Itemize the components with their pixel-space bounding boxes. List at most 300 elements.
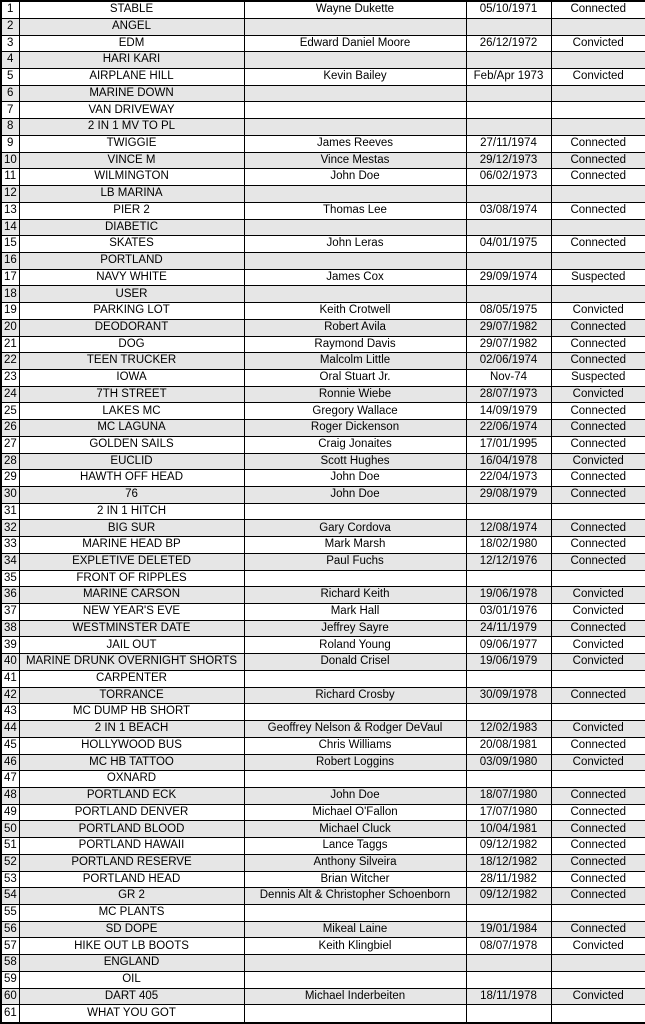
date-cell[interactable] bbox=[466, 119, 551, 136]
row-number-cell[interactable]: 33 bbox=[1, 537, 19, 554]
person-name-cell[interactable]: Michael O'Fallon bbox=[244, 804, 466, 821]
date-cell[interactable]: 08/05/1975 bbox=[466, 303, 551, 320]
date-cell[interactable]: 22/04/1973 bbox=[466, 470, 551, 487]
date-cell[interactable]: 20/08/1981 bbox=[466, 737, 551, 754]
person-name-cell[interactable]: James Reeves bbox=[244, 135, 466, 152]
person-name-cell[interactable]: Geoffrey Nelson & Rodger DeVaul bbox=[244, 721, 466, 738]
row-number-cell[interactable]: 44 bbox=[1, 721, 19, 738]
case-name-cell[interactable]: GR 2 bbox=[19, 888, 244, 905]
date-cell[interactable] bbox=[466, 771, 551, 788]
date-cell[interactable]: 19/06/1978 bbox=[466, 587, 551, 604]
status-cell[interactable] bbox=[551, 670, 645, 687]
case-name-cell[interactable]: OIL bbox=[19, 971, 244, 988]
person-name-cell[interactable]: Richard Keith bbox=[244, 587, 466, 604]
date-cell[interactable] bbox=[466, 503, 551, 520]
row-number-cell[interactable]: 46 bbox=[1, 754, 19, 771]
person-name-cell[interactable]: Richard Crosby bbox=[244, 687, 466, 704]
person-name-cell[interactable] bbox=[244, 18, 466, 35]
case-name-cell[interactable]: MARINE HEAD BP bbox=[19, 537, 244, 554]
case-name-cell[interactable]: CARPENTER bbox=[19, 670, 244, 687]
status-cell[interactable]: Convicted bbox=[551, 587, 645, 604]
row-number-cell[interactable]: 58 bbox=[1, 955, 19, 972]
person-name-cell[interactable]: Thomas Lee bbox=[244, 202, 466, 219]
row-number-cell[interactable]: 17 bbox=[1, 269, 19, 286]
person-name-cell[interactable] bbox=[244, 252, 466, 269]
date-cell[interactable]: 03/01/1976 bbox=[466, 604, 551, 621]
status-cell[interactable] bbox=[551, 186, 645, 203]
status-cell[interactable]: Suspected bbox=[551, 269, 645, 286]
person-name-cell[interactable]: Mark Marsh bbox=[244, 537, 466, 554]
case-name-cell[interactable]: NEW YEAR'S EVE bbox=[19, 604, 244, 621]
date-cell[interactable] bbox=[466, 955, 551, 972]
date-cell[interactable]: 03/09/1980 bbox=[466, 754, 551, 771]
status-cell[interactable]: Connected bbox=[551, 436, 645, 453]
status-cell[interactable]: Connected bbox=[551, 620, 645, 637]
row-number-cell[interactable]: 14 bbox=[1, 219, 19, 236]
person-name-cell[interactable]: Jeffrey Sayre bbox=[244, 620, 466, 637]
row-number-cell[interactable]: 49 bbox=[1, 804, 19, 821]
case-name-cell[interactable]: MARINE CARSON bbox=[19, 587, 244, 604]
status-cell[interactable] bbox=[551, 18, 645, 35]
case-name-cell[interactable]: PORTLAND RESERVE bbox=[19, 854, 244, 871]
date-cell[interactable] bbox=[466, 904, 551, 921]
person-name-cell[interactable]: Mikeal Laine bbox=[244, 921, 466, 938]
status-cell[interactable] bbox=[551, 102, 645, 119]
status-cell[interactable] bbox=[551, 1005, 645, 1023]
date-cell[interactable]: 29/07/1982 bbox=[466, 319, 551, 336]
case-name-cell[interactable]: LAKES MC bbox=[19, 403, 244, 420]
person-name-cell[interactable]: Malcolm Little bbox=[244, 353, 466, 370]
row-number-cell[interactable]: 30 bbox=[1, 487, 19, 504]
person-name-cell[interactable]: Mark Hall bbox=[244, 604, 466, 621]
person-name-cell[interactable] bbox=[244, 286, 466, 303]
status-cell[interactable] bbox=[551, 904, 645, 921]
row-number-cell[interactable]: 60 bbox=[1, 988, 19, 1005]
case-name-cell[interactable]: DEODORANT bbox=[19, 319, 244, 336]
status-cell[interactable]: Convicted bbox=[551, 637, 645, 654]
person-name-cell[interactable] bbox=[244, 186, 466, 203]
person-name-cell[interactable]: Michael Inderbeiten bbox=[244, 988, 466, 1005]
person-name-cell[interactable] bbox=[244, 955, 466, 972]
person-name-cell[interactable]: John Doe bbox=[244, 169, 466, 186]
row-number-cell[interactable]: 22 bbox=[1, 353, 19, 370]
date-cell[interactable]: 28/07/1973 bbox=[466, 386, 551, 403]
status-cell[interactable]: Connected bbox=[551, 787, 645, 804]
row-number-cell[interactable]: 15 bbox=[1, 236, 19, 253]
case-name-cell[interactable]: MC DUMP HB SHORT bbox=[19, 704, 244, 721]
status-cell[interactable]: Convicted bbox=[551, 938, 645, 955]
case-name-cell[interactable]: MC HB TATTOO bbox=[19, 754, 244, 771]
row-number-cell[interactable]: 27 bbox=[1, 436, 19, 453]
case-name-cell[interactable]: AIRPLANE HILL bbox=[19, 69, 244, 86]
person-name-cell[interactable] bbox=[244, 102, 466, 119]
status-cell[interactable]: Connected bbox=[551, 553, 645, 570]
status-cell[interactable] bbox=[551, 119, 645, 136]
person-name-cell[interactable]: Robert Avila bbox=[244, 319, 466, 336]
row-number-cell[interactable]: 31 bbox=[1, 503, 19, 520]
date-cell[interactable]: 18/12/1982 bbox=[466, 854, 551, 871]
case-name-cell[interactable]: TWIGGIE bbox=[19, 135, 244, 152]
status-cell[interactable]: Connected bbox=[551, 537, 645, 554]
date-cell[interactable] bbox=[466, 186, 551, 203]
row-number-cell[interactable]: 40 bbox=[1, 654, 19, 671]
row-number-cell[interactable]: 50 bbox=[1, 821, 19, 838]
case-name-cell[interactable]: NAVY WHITE bbox=[19, 269, 244, 286]
case-name-cell[interactable]: USER bbox=[19, 286, 244, 303]
person-name-cell[interactable]: Anthony Silveira bbox=[244, 854, 466, 871]
person-name-cell[interactable]: Scott Hughes bbox=[244, 453, 466, 470]
case-name-cell[interactable]: MARINE DRUNK OVERNIGHT SHORTS bbox=[19, 654, 244, 671]
case-name-cell[interactable]: PIER 2 bbox=[19, 202, 244, 219]
date-cell[interactable]: 17/01/1995 bbox=[466, 436, 551, 453]
case-name-cell[interactable]: HAWTH OFF HEAD bbox=[19, 470, 244, 487]
person-name-cell[interactable] bbox=[244, 904, 466, 921]
row-number-cell[interactable]: 41 bbox=[1, 670, 19, 687]
date-cell[interactable]: 22/06/1974 bbox=[466, 420, 551, 437]
person-name-cell[interactable] bbox=[244, 1005, 466, 1023]
row-number-cell[interactable]: 37 bbox=[1, 604, 19, 621]
date-cell[interactable]: 12/08/1974 bbox=[466, 520, 551, 537]
case-name-cell[interactable]: ANGEL bbox=[19, 18, 244, 35]
person-name-cell[interactable] bbox=[244, 771, 466, 788]
row-number-cell[interactable]: 10 bbox=[1, 152, 19, 169]
date-cell[interactable]: 19/06/1979 bbox=[466, 654, 551, 671]
status-cell[interactable]: Connected bbox=[551, 687, 645, 704]
status-cell[interactable]: Connected bbox=[551, 353, 645, 370]
date-cell[interactable]: 27/11/1974 bbox=[466, 135, 551, 152]
person-name-cell[interactable]: Oral Stuart Jr. bbox=[244, 369, 466, 386]
case-name-cell[interactable]: 2 IN 1 HITCH bbox=[19, 503, 244, 520]
date-cell[interactable]: Nov-74 bbox=[466, 369, 551, 386]
status-cell[interactable]: Connected bbox=[551, 169, 645, 186]
case-name-cell[interactable]: WESTMINSTER DATE bbox=[19, 620, 244, 637]
status-cell[interactable]: Convicted bbox=[551, 35, 645, 52]
status-cell[interactable]: Connected bbox=[551, 403, 645, 420]
case-name-cell[interactable]: ENGLAND bbox=[19, 955, 244, 972]
case-name-cell[interactable]: DOG bbox=[19, 336, 244, 353]
row-number-cell[interactable]: 55 bbox=[1, 904, 19, 921]
date-cell[interactable] bbox=[466, 219, 551, 236]
row-number-cell[interactable]: 38 bbox=[1, 620, 19, 637]
date-cell[interactable]: 05/10/1971 bbox=[466, 1, 551, 18]
date-cell[interactable]: 28/11/1982 bbox=[466, 871, 551, 888]
status-cell[interactable]: Connected bbox=[551, 520, 645, 537]
person-name-cell[interactable] bbox=[244, 119, 466, 136]
status-cell[interactable]: Convicted bbox=[551, 988, 645, 1005]
row-number-cell[interactable]: 11 bbox=[1, 169, 19, 186]
date-cell[interactable]: 29/12/1973 bbox=[466, 152, 551, 169]
person-name-cell[interactable]: Ronnie Wiebe bbox=[244, 386, 466, 403]
status-cell[interactable]: Convicted bbox=[551, 453, 645, 470]
person-name-cell[interactable]: Michael Cluck bbox=[244, 821, 466, 838]
status-cell[interactable] bbox=[551, 219, 645, 236]
person-name-cell[interactable]: Vince Mestas bbox=[244, 152, 466, 169]
date-cell[interactable] bbox=[466, 102, 551, 119]
date-cell[interactable]: 02/06/1974 bbox=[466, 353, 551, 370]
person-name-cell[interactable]: Lance Taggs bbox=[244, 838, 466, 855]
case-name-cell[interactable]: DIABETIC bbox=[19, 219, 244, 236]
person-name-cell[interactable] bbox=[244, 670, 466, 687]
date-cell[interactable]: 29/08/1979 bbox=[466, 487, 551, 504]
person-name-cell[interactable]: John Leras bbox=[244, 236, 466, 253]
case-name-cell[interactable]: PORTLAND BLOOD bbox=[19, 821, 244, 838]
date-cell[interactable] bbox=[466, 18, 551, 35]
person-name-cell[interactable]: Roland Young bbox=[244, 637, 466, 654]
row-number-cell[interactable]: 28 bbox=[1, 453, 19, 470]
row-number-cell[interactable]: 45 bbox=[1, 737, 19, 754]
person-name-cell[interactable] bbox=[244, 971, 466, 988]
date-cell[interactable]: 09/12/1982 bbox=[466, 838, 551, 855]
row-number-cell[interactable]: 21 bbox=[1, 336, 19, 353]
status-cell[interactable]: Connected bbox=[551, 854, 645, 871]
person-name-cell[interactable]: Gary Cordova bbox=[244, 520, 466, 537]
row-number-cell[interactable]: 42 bbox=[1, 687, 19, 704]
date-cell[interactable]: 30/09/1978 bbox=[466, 687, 551, 704]
case-name-cell[interactable]: FRONT OF RIPPLES bbox=[19, 570, 244, 587]
row-number-cell[interactable]: 34 bbox=[1, 553, 19, 570]
case-name-cell[interactable]: 2 IN 1 BEACH bbox=[19, 721, 244, 738]
person-name-cell[interactable]: Kevin Bailey bbox=[244, 69, 466, 86]
status-cell[interactable]: Convicted bbox=[551, 654, 645, 671]
person-name-cell[interactable] bbox=[244, 503, 466, 520]
row-number-cell[interactable]: 47 bbox=[1, 771, 19, 788]
case-name-cell[interactable]: TORRANCE bbox=[19, 687, 244, 704]
person-name-cell[interactable]: Keith Crotwell bbox=[244, 303, 466, 320]
case-name-cell[interactable]: LB MARINA bbox=[19, 186, 244, 203]
case-name-cell[interactable]: HARI KARI bbox=[19, 52, 244, 69]
status-cell[interactable] bbox=[551, 704, 645, 721]
date-cell[interactable]: 19/01/1984 bbox=[466, 921, 551, 938]
status-cell[interactable]: Connected bbox=[551, 152, 645, 169]
date-cell[interactable]: 04/01/1975 bbox=[466, 236, 551, 253]
date-cell[interactable] bbox=[466, 704, 551, 721]
case-name-cell[interactable]: MC LAGUNA bbox=[19, 420, 244, 437]
case-name-cell[interactable]: 76 bbox=[19, 487, 244, 504]
case-name-cell[interactable]: JAIL OUT bbox=[19, 637, 244, 654]
person-name-cell[interactable]: Chris Williams bbox=[244, 737, 466, 754]
case-name-cell[interactable]: PORTLAND bbox=[19, 252, 244, 269]
case-name-cell[interactable]: WILMINGTON bbox=[19, 169, 244, 186]
case-name-cell[interactable]: STABLE bbox=[19, 1, 244, 18]
person-name-cell[interactable]: Raymond Davis bbox=[244, 336, 466, 353]
status-cell[interactable]: Connected bbox=[551, 470, 645, 487]
date-cell[interactable] bbox=[466, 52, 551, 69]
row-number-cell[interactable]: 26 bbox=[1, 420, 19, 437]
status-cell[interactable]: Convicted bbox=[551, 721, 645, 738]
person-name-cell[interactable]: Brian Witcher bbox=[244, 871, 466, 888]
row-number-cell[interactable]: 23 bbox=[1, 369, 19, 386]
case-name-cell[interactable]: PARKING LOT bbox=[19, 303, 244, 320]
status-cell[interactable]: Convicted bbox=[551, 303, 645, 320]
person-name-cell[interactable]: Keith Klingbiel bbox=[244, 938, 466, 955]
row-number-cell[interactable]: 53 bbox=[1, 871, 19, 888]
row-number-cell[interactable]: 25 bbox=[1, 403, 19, 420]
status-cell[interactable]: Connected bbox=[551, 838, 645, 855]
person-name-cell[interactable] bbox=[244, 570, 466, 587]
date-cell[interactable]: 16/04/1978 bbox=[466, 453, 551, 470]
case-name-cell[interactable]: OXNARD bbox=[19, 771, 244, 788]
date-cell[interactable]: 29/09/1974 bbox=[466, 269, 551, 286]
row-number-cell[interactable]: 39 bbox=[1, 637, 19, 654]
status-cell[interactable]: Connected bbox=[551, 871, 645, 888]
row-number-cell[interactable]: 5 bbox=[1, 69, 19, 86]
row-number-cell[interactable]: 48 bbox=[1, 787, 19, 804]
status-cell[interactable] bbox=[551, 85, 645, 102]
person-name-cell[interactable]: Dennis Alt & Christopher Schoenborn bbox=[244, 888, 466, 905]
person-name-cell[interactable]: Wayne Dukette bbox=[244, 1, 466, 18]
person-name-cell[interactable]: Robert Loggins bbox=[244, 754, 466, 771]
date-cell[interactable]: 18/02/1980 bbox=[466, 537, 551, 554]
case-name-cell[interactable]: VAN DRIVEWAY bbox=[19, 102, 244, 119]
row-number-cell[interactable]: 24 bbox=[1, 386, 19, 403]
row-number-cell[interactable]: 3 bbox=[1, 35, 19, 52]
date-cell[interactable] bbox=[466, 1005, 551, 1023]
person-name-cell[interactable]: James Cox bbox=[244, 269, 466, 286]
status-cell[interactable] bbox=[551, 955, 645, 972]
case-name-cell[interactable]: SKATES bbox=[19, 236, 244, 253]
row-number-cell[interactable]: 61 bbox=[1, 1005, 19, 1023]
row-number-cell[interactable]: 13 bbox=[1, 202, 19, 219]
status-cell[interactable]: Connected bbox=[551, 487, 645, 504]
row-number-cell[interactable]: 19 bbox=[1, 303, 19, 320]
date-cell[interactable] bbox=[466, 971, 551, 988]
case-name-cell[interactable]: WHAT YOU GOT bbox=[19, 1005, 244, 1023]
status-cell[interactable]: Connected bbox=[551, 737, 645, 754]
row-number-cell[interactable]: 59 bbox=[1, 971, 19, 988]
person-name-cell[interactable] bbox=[244, 704, 466, 721]
date-cell[interactable]: 09/06/1977 bbox=[466, 637, 551, 654]
status-cell[interactable] bbox=[551, 570, 645, 587]
status-cell[interactable]: Convicted bbox=[551, 604, 645, 621]
person-name-cell[interactable]: Paul Fuchs bbox=[244, 553, 466, 570]
status-cell[interactable]: Connected bbox=[551, 420, 645, 437]
date-cell[interactable]: 18/07/1980 bbox=[466, 787, 551, 804]
date-cell[interactable]: 18/11/1978 bbox=[466, 988, 551, 1005]
case-name-cell[interactable]: VINCE M bbox=[19, 152, 244, 169]
date-cell[interactable] bbox=[466, 570, 551, 587]
case-name-cell[interactable]: MC PLANTS bbox=[19, 904, 244, 921]
row-number-cell[interactable]: 32 bbox=[1, 520, 19, 537]
case-name-cell[interactable]: 7TH STREET bbox=[19, 386, 244, 403]
date-cell[interactable]: 08/07/1978 bbox=[466, 938, 551, 955]
date-cell[interactable]: 12/12/1976 bbox=[466, 553, 551, 570]
row-number-cell[interactable]: 51 bbox=[1, 838, 19, 855]
row-number-cell[interactable]: 9 bbox=[1, 135, 19, 152]
row-number-cell[interactable]: 7 bbox=[1, 102, 19, 119]
row-number-cell[interactable]: 57 bbox=[1, 938, 19, 955]
date-cell[interactable]: 24/11/1979 bbox=[466, 620, 551, 637]
date-cell[interactable]: 06/02/1973 bbox=[466, 169, 551, 186]
status-cell[interactable]: Connected bbox=[551, 236, 645, 253]
status-cell[interactable] bbox=[551, 252, 645, 269]
status-cell[interactable]: Connected bbox=[551, 135, 645, 152]
row-number-cell[interactable]: 1 bbox=[1, 1, 19, 18]
status-cell[interactable]: Connected bbox=[551, 319, 645, 336]
person-name-cell[interactable] bbox=[244, 52, 466, 69]
date-cell[interactable]: 12/02/1983 bbox=[466, 721, 551, 738]
row-number-cell[interactable]: 36 bbox=[1, 587, 19, 604]
status-cell[interactable]: Connected bbox=[551, 202, 645, 219]
row-number-cell[interactable]: 52 bbox=[1, 854, 19, 871]
row-number-cell[interactable]: 8 bbox=[1, 119, 19, 136]
row-number-cell[interactable]: 18 bbox=[1, 286, 19, 303]
row-number-cell[interactable]: 43 bbox=[1, 704, 19, 721]
case-name-cell[interactable]: EUCLID bbox=[19, 453, 244, 470]
date-cell[interactable]: Feb/Apr 1973 bbox=[466, 69, 551, 86]
case-name-cell[interactable]: IOWA bbox=[19, 369, 244, 386]
case-name-cell[interactable]: MARINE DOWN bbox=[19, 85, 244, 102]
date-cell[interactable]: 26/12/1972 bbox=[466, 35, 551, 52]
case-name-cell[interactable]: HOLLYWOOD BUS bbox=[19, 737, 244, 754]
status-cell[interactable]: Connected bbox=[551, 821, 645, 838]
case-name-cell[interactable]: SD DOPE bbox=[19, 921, 244, 938]
date-cell[interactable] bbox=[466, 252, 551, 269]
date-cell[interactable] bbox=[466, 85, 551, 102]
row-number-cell[interactable]: 56 bbox=[1, 921, 19, 938]
person-name-cell[interactable]: Donald Crisel bbox=[244, 654, 466, 671]
person-name-cell[interactable] bbox=[244, 219, 466, 236]
status-cell[interactable]: Connected bbox=[551, 888, 645, 905]
case-name-cell[interactable]: PORTLAND HEAD bbox=[19, 871, 244, 888]
date-cell[interactable]: 17/07/1980 bbox=[466, 804, 551, 821]
person-name-cell[interactable]: John Doe bbox=[244, 487, 466, 504]
case-name-cell[interactable]: PORTLAND DENVER bbox=[19, 804, 244, 821]
status-cell[interactable] bbox=[551, 52, 645, 69]
status-cell[interactable] bbox=[551, 971, 645, 988]
row-number-cell[interactable]: 35 bbox=[1, 570, 19, 587]
row-number-cell[interactable]: 4 bbox=[1, 52, 19, 69]
row-number-cell[interactable]: 54 bbox=[1, 888, 19, 905]
date-cell[interactable]: 03/08/1974 bbox=[466, 202, 551, 219]
row-number-cell[interactable]: 20 bbox=[1, 319, 19, 336]
status-cell[interactable]: Convicted bbox=[551, 754, 645, 771]
case-name-cell[interactable]: 2 IN 1 MV TO PL bbox=[19, 119, 244, 136]
person-name-cell[interactable]: John Doe bbox=[244, 787, 466, 804]
row-number-cell[interactable]: 29 bbox=[1, 470, 19, 487]
status-cell[interactable]: Convicted bbox=[551, 386, 645, 403]
status-cell[interactable] bbox=[551, 286, 645, 303]
date-cell[interactable]: 09/12/1982 bbox=[466, 888, 551, 905]
person-name-cell[interactable]: Roger Dickenson bbox=[244, 420, 466, 437]
case-name-cell[interactable]: HIKE OUT LB BOOTS bbox=[19, 938, 244, 955]
person-name-cell[interactable]: Gregory Wallace bbox=[244, 403, 466, 420]
case-name-cell[interactable]: EXPLETIVE DELETED bbox=[19, 553, 244, 570]
person-name-cell[interactable] bbox=[244, 85, 466, 102]
row-number-cell[interactable]: 12 bbox=[1, 186, 19, 203]
row-number-cell[interactable]: 16 bbox=[1, 252, 19, 269]
case-name-cell[interactable]: GOLDEN SAILS bbox=[19, 436, 244, 453]
person-name-cell[interactable]: Craig Jonaites bbox=[244, 436, 466, 453]
row-number-cell[interactable]: 2 bbox=[1, 18, 19, 35]
person-name-cell[interactable]: Edward Daniel Moore bbox=[244, 35, 466, 52]
status-cell[interactable]: Suspected bbox=[551, 369, 645, 386]
case-name-cell[interactable]: DART 405 bbox=[19, 988, 244, 1005]
date-cell[interactable]: 10/04/1981 bbox=[466, 821, 551, 838]
status-cell[interactable]: Convicted bbox=[551, 69, 645, 86]
status-cell[interactable]: Connected bbox=[551, 921, 645, 938]
status-cell[interactable]: Connected bbox=[551, 804, 645, 821]
date-cell[interactable]: 29/07/1982 bbox=[466, 336, 551, 353]
status-cell[interactable] bbox=[551, 503, 645, 520]
case-name-cell[interactable]: BIG SUR bbox=[19, 520, 244, 537]
status-cell[interactable] bbox=[551, 771, 645, 788]
status-cell[interactable]: Connected bbox=[551, 1, 645, 18]
case-name-cell[interactable]: EDM bbox=[19, 35, 244, 52]
case-name-cell[interactable]: TEEN TRUCKER bbox=[19, 353, 244, 370]
case-name-cell[interactable]: PORTLAND ECK bbox=[19, 787, 244, 804]
date-cell[interactable] bbox=[466, 670, 551, 687]
status-cell[interactable]: Connected bbox=[551, 336, 645, 353]
